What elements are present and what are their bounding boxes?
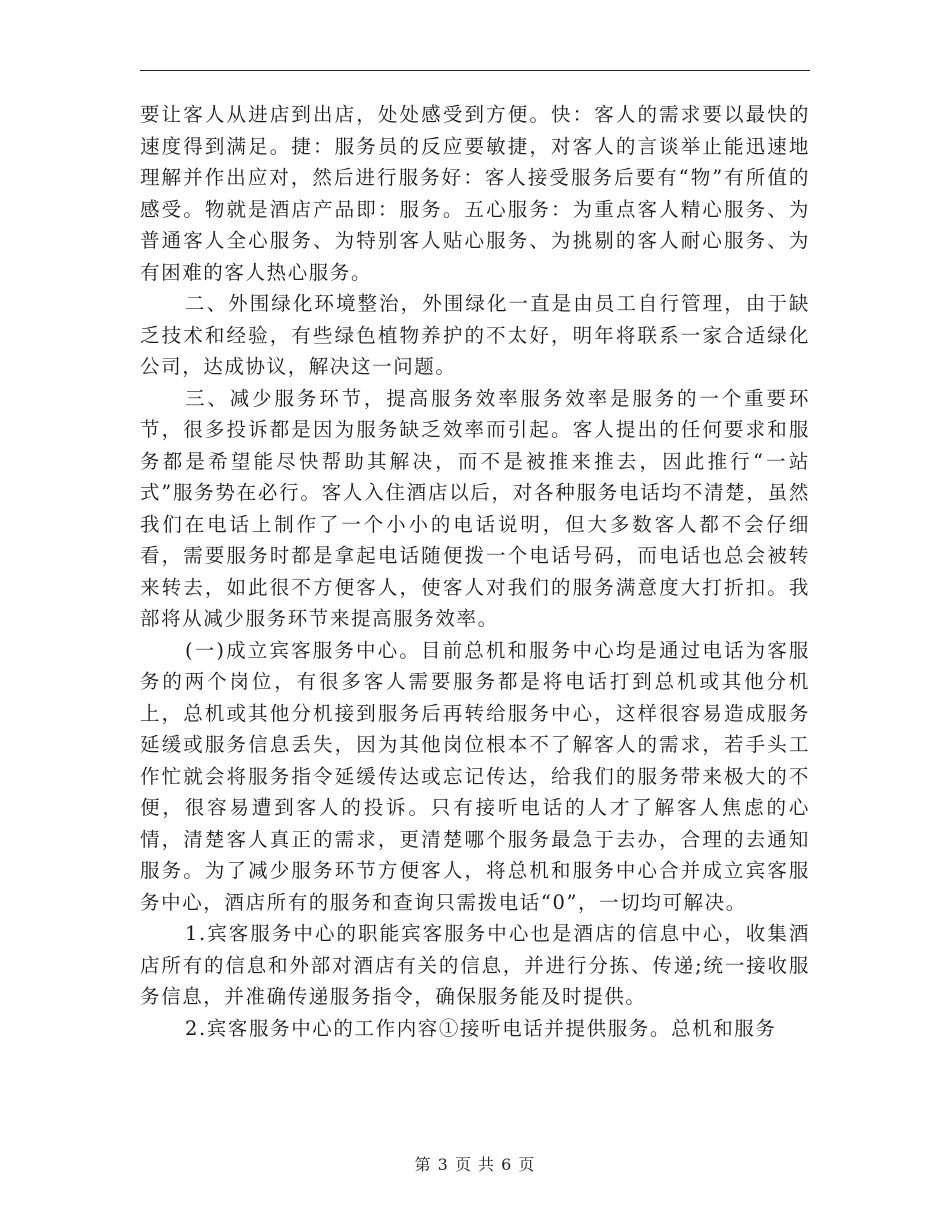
paragraph-continuation: 要让客人从进店到出店，处处感受到方便。快：客人的需求要以最快的速度得到满足。捷：服务员的反应要敏捷，对客人的言谈举止能迅速地理解并作出应对，然后进行服务好：客人接受服务后要有“物”有所值的感受。物就是酒店产品即：服务。五心服务：为重点客人精心服务、为普通客人全心服务、为特别客人贴心服务、为挑剔的客人耐心服务、为有困难的客人热心服务。 xyxy=(140,103,810,284)
paragraph-greening: 二、外围绿化环境整治，外围绿化一直是由员工自行管理，由于缺乏技术和经验，有些绿色植物养护的不太好，明年将联系一家合适绿化公司，达成协议，解决这一问题。 xyxy=(140,292,810,378)
paragraph-guest-service-center: (一)成立宾客服务中心。目前总机和服务中心均是通过电话为客服务的两个岗位，有很多客人需要服务都是将电话打到总机或其他分机上，总机或其他分机接到服务后再转给服务中心，这样很容易造成服务延缓或服务信息丢失，因为其他岗位根本不了解客人的需求，若手头工作忙就会将服务指令延缓传达或忘记传达，给我们的服务带来极大的不便，很容易遭到客人的投诉。只有接听电话的人才了解客人焦虑的心情，清楚客人真正的需求，更清楚哪个服务最急于去办，合理的去通知服务。为了减少服务环节方便客人，将总机和服务中心合并成立宾客服务中心，酒店所有的服务和查询只需拨电话“0”，一切均可解决。 xyxy=(140,638,810,914)
paragraph-center-functions: 1.宾客服务中心的职能宾客服务中心也是酒店的信息中心，收集酒店所有的信息和外部对酒店有关的信息，并进行分拣、传递;统一接收服务信息，并准确传递服务指令，确保服务能及时提供。 xyxy=(140,922,810,1008)
page-footer: 第 3 页 共 6 页 xyxy=(414,1155,536,1174)
header-rule xyxy=(140,70,810,71)
document-body xyxy=(140,99,810,1044)
paragraph-center-work: 2.宾客服务中心的工作内容①接听电话并提供服务。总机和服务 xyxy=(185,1016,777,1040)
paragraph-service-efficiency: 三、减少服务环节，提高服务效率服务效率是服务的一个重要环节，很多投诉都是因为服务缺乏效率而引起。客人提出的任何要求和服务都是希望能尽快帮助其解决，而不是被推来推去，因此推行“一站式”服务势在必行。客人入住酒店以后，对各种服务电话均不清楚，虽然我们在电话上制作了一个小小的电话说明，但大多数客人都不会仔细看，需要服务时都是拿起电话随便拨一个电话号码，而电话也总会被转来转去，如此很不方便客人，使客人对我们的服务满意度大打折扣。我部将从减少服务环节来提高服务效率。 xyxy=(140,386,810,630)
